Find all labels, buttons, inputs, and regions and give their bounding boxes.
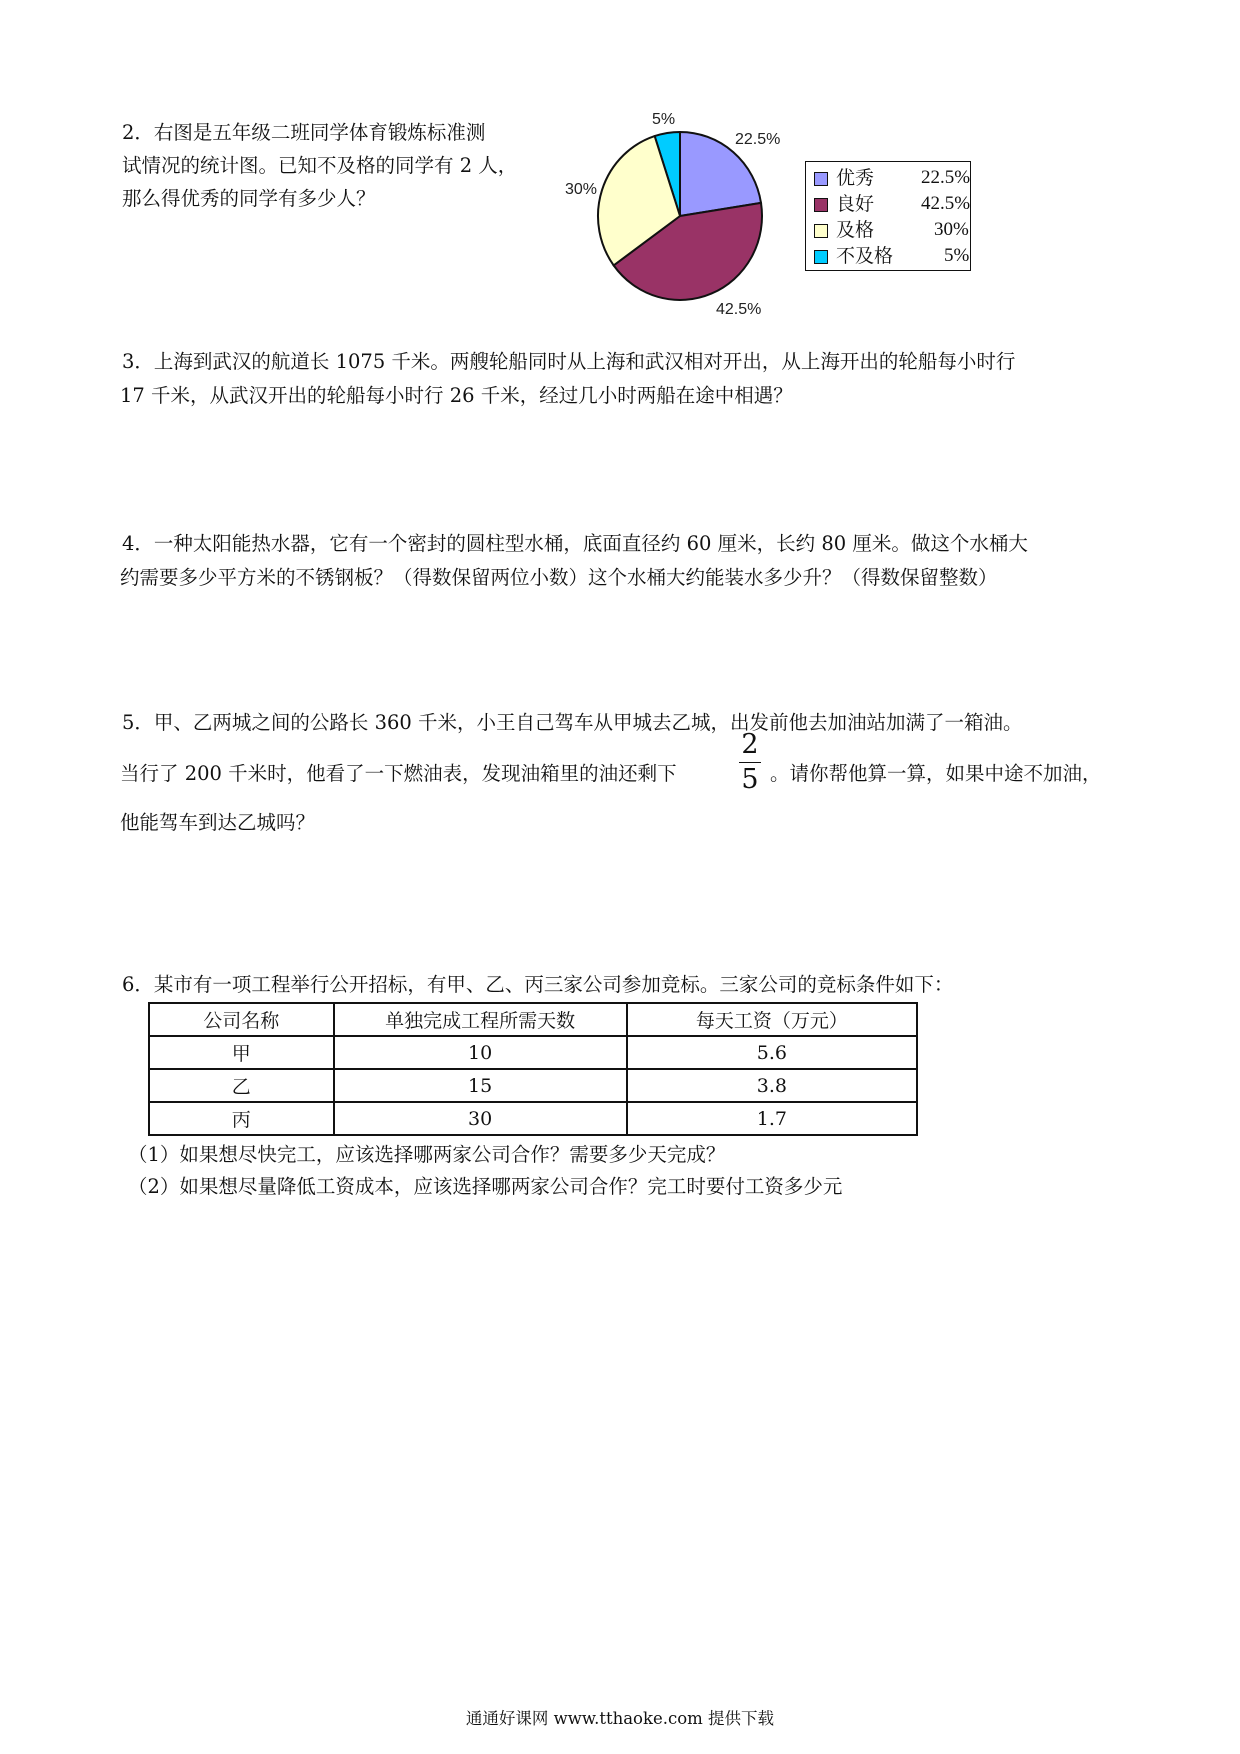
table-header-row [149, 1003, 917, 1036]
q5-line-1: 5．甲、乙两城之间的公路长 360 千米，小王自己驾车从甲城去乙城，出发前他去加油站加满了一箱油。 [122, 711, 1023, 734]
q3-line-1: 3．上海到武汉的航道长 1075 千米。两艘轮船同时从上海和武汉相对开出，从上海开出的轮船每小时行 [122, 350, 1016, 373]
legend-item-pass [814, 218, 969, 242]
bid-table [148, 1002, 918, 1136]
q4-line-1: 4．一种太阳能热水器，它有一个密封的圆柱型水桶，底面直径约 60 厘米，长约 80 厘米。做这个水桶大 [122, 532, 1028, 555]
legend-item-excellent [814, 166, 971, 190]
q4-line-2: 约需要多少平方米的不锈钢板？（得数保留两位小数）这个水桶大约能装水多少升？（得数保留整数） [120, 566, 998, 589]
slice-label-excellent: 22.5% [735, 131, 781, 148]
q5-line-2-pre: 当行了 200 千米时，他看了一下燃油表，发现油箱里的油还剩下 [120, 762, 677, 785]
table-cell: 30 [334, 1102, 627, 1135]
pie-chart [0, 0, 1240, 340]
fraction-numerator: 2 [741, 729, 759, 760]
legend-item-good [814, 192, 971, 216]
legend-swatch-good [814, 198, 828, 212]
slice-label-pass: 30% [565, 181, 598, 198]
pie-legend [805, 161, 971, 271]
legend-value: 42.5% [921, 193, 971, 214]
table-header: 单独完成工程所需天数 [334, 1003, 627, 1036]
q2-line-1: 2．右图是五年级二班同学体育锻炼标准测 [122, 121, 486, 144]
table-row [149, 1069, 917, 1102]
q5-line-2-post: 。请你帮他算一算，如果中途不加油， [770, 762, 1102, 785]
q3-line-2: 17 千米，从武汉开出的轮船每小时行 26 千米，经过几小时两船在途中相遇？ [120, 384, 793, 407]
slice-label-fail: 5% [652, 111, 676, 128]
table-header: 公司名称 [149, 1003, 334, 1036]
table-cell: 丙 [149, 1102, 334, 1135]
table-cell: 10 [334, 1036, 627, 1069]
legend-value: 22.5% [921, 167, 971, 188]
legend-swatch-excellent [814, 172, 828, 186]
fraction-two-fifths [737, 730, 763, 795]
q6-intro: 6．某市有一项工程举行公开招标，有甲、乙、丙三家公司参加竞标。三家公司的竞标条件如下： [122, 973, 954, 996]
q2-line-2: 试情况的统计图。已知不及格的同学有 2 人， [122, 154, 518, 177]
table-header: 每天工资（万元） [627, 1003, 917, 1036]
legend-label: 优秀 [836, 167, 875, 189]
table-cell: 甲 [149, 1036, 334, 1069]
table-row [149, 1036, 917, 1069]
fraction-denominator: 5 [741, 764, 759, 795]
table-cell: 15 [334, 1069, 627, 1102]
pie-slices [598, 132, 762, 300]
legend-item-fail [814, 244, 970, 268]
legend-value: 5% [944, 245, 970, 266]
legend-swatch-pass [814, 224, 828, 238]
page-footer: 通通好课网 www.tthaoke.com 提供下载 [465, 1709, 775, 1728]
table-cell: 5.6 [627, 1036, 917, 1069]
q6-sub-question-2: （2）如果想尽量降低工资成本，应该选择哪两家公司合作？完工时要付工资多少元 [128, 1175, 843, 1198]
q2-line-3: 那么得优秀的同学有多少人？ [122, 187, 376, 210]
table-cell: 3.8 [627, 1069, 917, 1102]
table-cell: 1.7 [627, 1102, 917, 1135]
legend-label: 不及格 [836, 245, 894, 267]
legend-label: 良好 [836, 193, 875, 215]
table-cell: 乙 [149, 1069, 334, 1102]
q6-sub-question-1: （1）如果想尽快完工，应该选择哪两家公司合作？需要多少天完成？ [128, 1143, 726, 1166]
slice-label-good: 42.5% [716, 301, 762, 318]
legend-value: 30% [934, 219, 969, 240]
legend-label: 及格 [836, 219, 875, 241]
table-row [149, 1102, 917, 1135]
legend-swatch-fail [814, 250, 828, 264]
q5-line-3: 他能驾车到达乙城吗？ [120, 811, 316, 834]
fraction-bar [739, 762, 761, 763]
